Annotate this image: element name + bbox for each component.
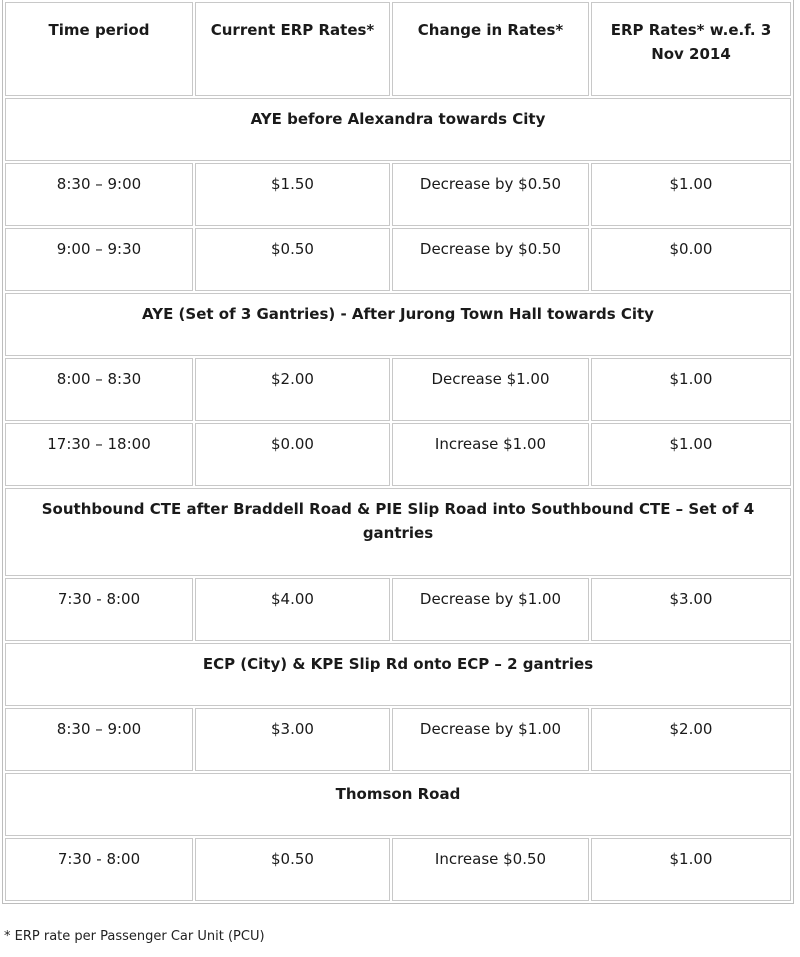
table-row [5, 423, 791, 486]
cell-new: $1.00 [591, 838, 791, 901]
table-row [5, 358, 791, 421]
section-title: ECP (City) & KPE Slip Rd onto ECP – 2 gantries [5, 643, 791, 706]
section-title: Thomson Road [5, 773, 791, 836]
section-row [5, 488, 791, 576]
cell-current: $0.00 [195, 423, 390, 486]
erp-rates-table [2, 0, 794, 904]
cell-current: $1.50 [195, 163, 390, 226]
cell-current: $4.00 [195, 578, 390, 641]
cell-new: $1.00 [591, 163, 791, 226]
cell-time: 17:30 – 18:00 [5, 423, 193, 486]
cell-change: Decrease by $0.50 [392, 228, 589, 291]
erp-rates-table-container [2, 0, 794, 904]
header-time-period: Time period [5, 2, 193, 96]
section-title: AYE (Set of 3 Gantries) - After Jurong Town Hall towards City [5, 293, 791, 356]
footnote: * ERP rate per Passenger Car Unit (PCU) [4, 929, 265, 944]
cell-new: $1.00 [591, 358, 791, 421]
section-title: AYE before Alexandra towards City [5, 98, 791, 161]
cell-current: $3.00 [195, 708, 390, 771]
cell-time: 8:30 – 9:00 [5, 708, 193, 771]
cell-current: $0.50 [195, 228, 390, 291]
header-row [5, 2, 791, 96]
cell-new: $3.00 [591, 578, 791, 641]
cell-time: 8:00 – 8:30 [5, 358, 193, 421]
section-row [5, 773, 791, 836]
header-current-rates: Current ERP Rates* [195, 2, 390, 96]
section-row [5, 98, 791, 161]
cell-change: Increase $1.00 [392, 423, 589, 486]
cell-change: Decrease $1.00 [392, 358, 589, 421]
table-row [5, 578, 791, 641]
cell-change: Increase $0.50 [392, 838, 589, 901]
cell-current: $0.50 [195, 838, 390, 901]
cell-time: 9:00 – 9:30 [5, 228, 193, 291]
cell-new: $0.00 [591, 228, 791, 291]
cell-time: 7:30 - 8:00 [5, 838, 193, 901]
table-row [5, 163, 791, 226]
section-row [5, 643, 791, 706]
cell-time: 8:30 – 9:00 [5, 163, 193, 226]
cell-change: Decrease by $1.00 [392, 578, 589, 641]
cell-new: $2.00 [591, 708, 791, 771]
cell-change: Decrease by $1.00 [392, 708, 589, 771]
header-new-rates: ERP Rates* w.e.f. 3 Nov 2014 [591, 2, 791, 96]
section-title: Southbound CTE after Braddell Road & PIE Slip Road into Southbound CTE – Set of 4 gantries [5, 488, 791, 576]
cell-time: 7:30 - 8:00 [5, 578, 193, 641]
cell-current: $2.00 [195, 358, 390, 421]
cell-new: $1.00 [591, 423, 791, 486]
section-row [5, 293, 791, 356]
header-change: Change in Rates* [392, 2, 589, 96]
cell-change: Decrease by $0.50 [392, 163, 589, 226]
table-row [5, 228, 791, 291]
table-row [5, 708, 791, 771]
table-row [5, 838, 791, 901]
